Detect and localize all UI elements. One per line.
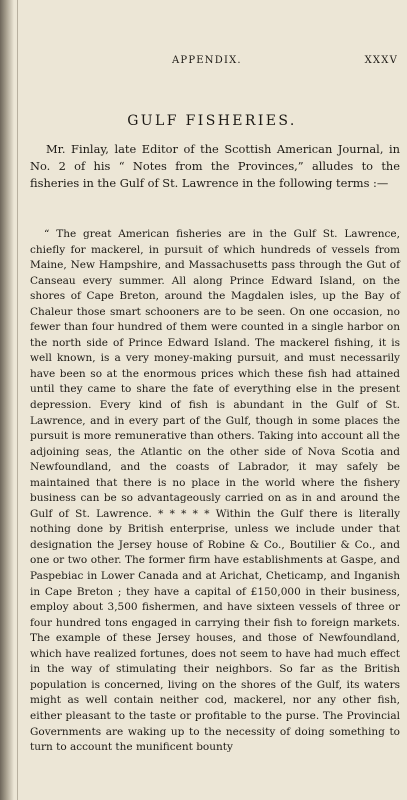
- quote-paragraph: “ The great American fisheries are in the Gulf St. Lawrence, chiefly for mackerel, in pursuit of which hundreds of vessels from Maine, New Hampshire, and Massachusetts pass through the Gut of Canseau every summer. All along Prince Edward Island, on the shores of Cape Breton, around the Magdalen isles, up the Bay of Chaleur those smart schooners are to be seen. On one occasion, no fewer than four hundred of them were counted in a single harbor on the north side of Prince Edward Island. The mackerel fishing, it is well known, is a very money-making pursuit, and must necessarily have been so at the enormous prices which these fish had attained until they came to share the fate of everything else in the present depression. Every kind of fish is abundant in the Gulf of St. Lawrence, and in every part of the Gulf, though in some places the pursuit is more remunerative than others. Taking into account all the adjoining seas, the Atlantic on the other side of Nova Scotia and Newfoundland, and the coasts of Labrador, it may safely be maintained that there is no place in the world where the fishery business can be so advantageously carried on as in and around the Gulf of St. Lawrence. * * * * * Within the Gulf there is literally nothing done by British enterprise, unless we include under that designation the Jersey house of Robine & Co., Boutilier & Co., and one or two other. The former firm have establishments at Gaspe, and Paspebiac in Lower Canada and at Arichat, Cheticamp, and Inganish in Cape Breton ; they have a capital of £150,000 in their business, employ about 3,500 fishermen, and have sixteen vessels of three or four hundred tons engaged in carrying their fish to foreign markets. The example of these Jersey houses, and those of Newfoundland, which have realized fortunes, does not seem to have had much effect in the way of stimulating their neighbors. So far as the British population is concerned, living on the shores of the Gulf, its waters might as well contain neither cod, mackerel, nor any other fish, either pleasant to the taste or profitable to the purse. The Provincial Governments are waking up to the necessity of doing something to turn to account the munificent bounty: [30, 228, 400, 754]
- page-binding-edge: [0, 0, 14, 800]
- quote-block: [30, 227, 400, 756]
- page-number: XXXV: [364, 55, 398, 66]
- book-page: [22, 0, 402, 800]
- page-title: GULF FISHERIES.: [127, 113, 297, 129]
- intro-block: [30, 141, 400, 192]
- intro-paragraph: Mr. Finlay, late Editor of the Scottish American Journal, in No. 2 of his “ Notes from the Provinces,” alludes to the fisheries in the Gulf of St. Lawrence in the following terms :—: [30, 142, 400, 190]
- header-section: APPENDIX.: [172, 55, 242, 66]
- page-margin-rule: [17, 0, 18, 800]
